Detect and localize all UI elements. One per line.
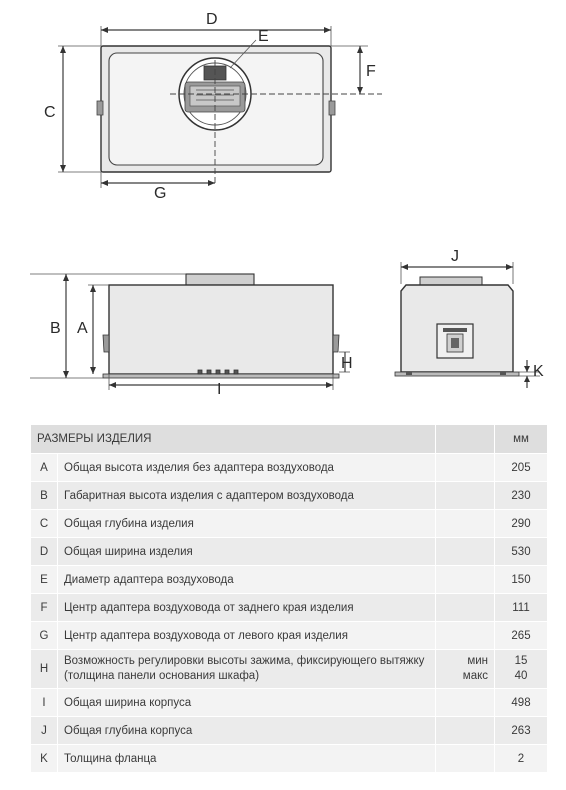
dimensions-table bbox=[30, 424, 548, 773]
row-desc: Толщина фланца bbox=[58, 745, 436, 773]
row-key: G bbox=[31, 622, 58, 650]
table-row bbox=[31, 717, 548, 745]
row-key: B bbox=[31, 482, 58, 510]
row-value: 498 bbox=[495, 689, 548, 717]
row-value-max: 40 bbox=[514, 670, 528, 682]
row-key: D bbox=[31, 538, 58, 566]
label-c: C bbox=[44, 104, 56, 121]
label-d: D bbox=[206, 11, 218, 28]
row-desc-line1: Возможность регулировки высоты зажима, фиксирующего вытяжку bbox=[64, 655, 425, 667]
label-k: K bbox=[533, 363, 544, 380]
table-row bbox=[31, 594, 548, 622]
row-value-min: 15 bbox=[514, 655, 528, 667]
row-key: I bbox=[31, 689, 58, 717]
table-row bbox=[31, 622, 548, 650]
row-value: 150 bbox=[495, 566, 548, 594]
table-row bbox=[31, 538, 548, 566]
row-key: A bbox=[31, 454, 58, 482]
row-desc: Центр адаптера воздуховода от левого края изделия bbox=[58, 622, 436, 650]
row-key: H bbox=[31, 650, 58, 689]
table-row bbox=[31, 566, 548, 594]
row-desc: Габаритная высота изделия с адаптером воздуховода bbox=[58, 482, 436, 510]
unit-label: мм bbox=[495, 425, 548, 454]
label-b: B bbox=[50, 320, 61, 337]
label-i: I bbox=[217, 381, 222, 398]
row-key: F bbox=[31, 594, 58, 622]
top-view bbox=[44, 11, 382, 202]
row-key: K bbox=[31, 745, 58, 773]
label-g: G bbox=[154, 185, 167, 202]
label-f: F bbox=[366, 63, 376, 80]
row-value: 265 bbox=[495, 622, 548, 650]
row-value: 290 bbox=[495, 510, 548, 538]
row-value: 230 bbox=[495, 482, 548, 510]
table-row bbox=[31, 745, 548, 773]
table-row bbox=[31, 454, 548, 482]
row-value: 111 bbox=[495, 594, 548, 622]
table-row bbox=[31, 482, 548, 510]
table-header bbox=[31, 425, 548, 454]
row-min-label: мин bbox=[467, 655, 488, 667]
label-a: A bbox=[77, 320, 88, 337]
row-desc: Общая ширина корпуса bbox=[58, 689, 436, 717]
row-desc: Общая ширина изделия bbox=[58, 538, 436, 566]
row-desc: Центр адаптера воздуховода от заднего края изделия bbox=[58, 594, 436, 622]
label-e: E bbox=[258, 28, 269, 45]
table-row bbox=[31, 650, 548, 689]
row-desc: Диаметр адаптера воздуховода bbox=[58, 566, 436, 594]
label-h: H bbox=[341, 355, 353, 372]
row-key: J bbox=[31, 717, 58, 745]
row-desc: Общая глубина корпуса bbox=[58, 717, 436, 745]
side-view bbox=[395, 248, 544, 388]
label-j: J bbox=[451, 248, 459, 265]
row-value: 205 bbox=[495, 454, 548, 482]
row-desc: Общая глубина изделия bbox=[58, 510, 436, 538]
row-desc: Общая высота изделия без адаптера воздуховода bbox=[58, 454, 436, 482]
row-value: 530 bbox=[495, 538, 548, 566]
table-row bbox=[31, 689, 548, 717]
row-key: C bbox=[31, 510, 58, 538]
table-row bbox=[31, 510, 548, 538]
row-key: E bbox=[31, 566, 58, 594]
row-value: 263 bbox=[495, 717, 548, 745]
table-title: РАЗМЕРЫ ИЗДЕЛИЯ bbox=[31, 425, 436, 454]
row-desc-line2: (толщина панели основания шкафа) bbox=[64, 670, 260, 682]
row-max-label: макс bbox=[462, 670, 488, 682]
front-view bbox=[30, 274, 353, 398]
row-value: 2 bbox=[495, 745, 548, 773]
